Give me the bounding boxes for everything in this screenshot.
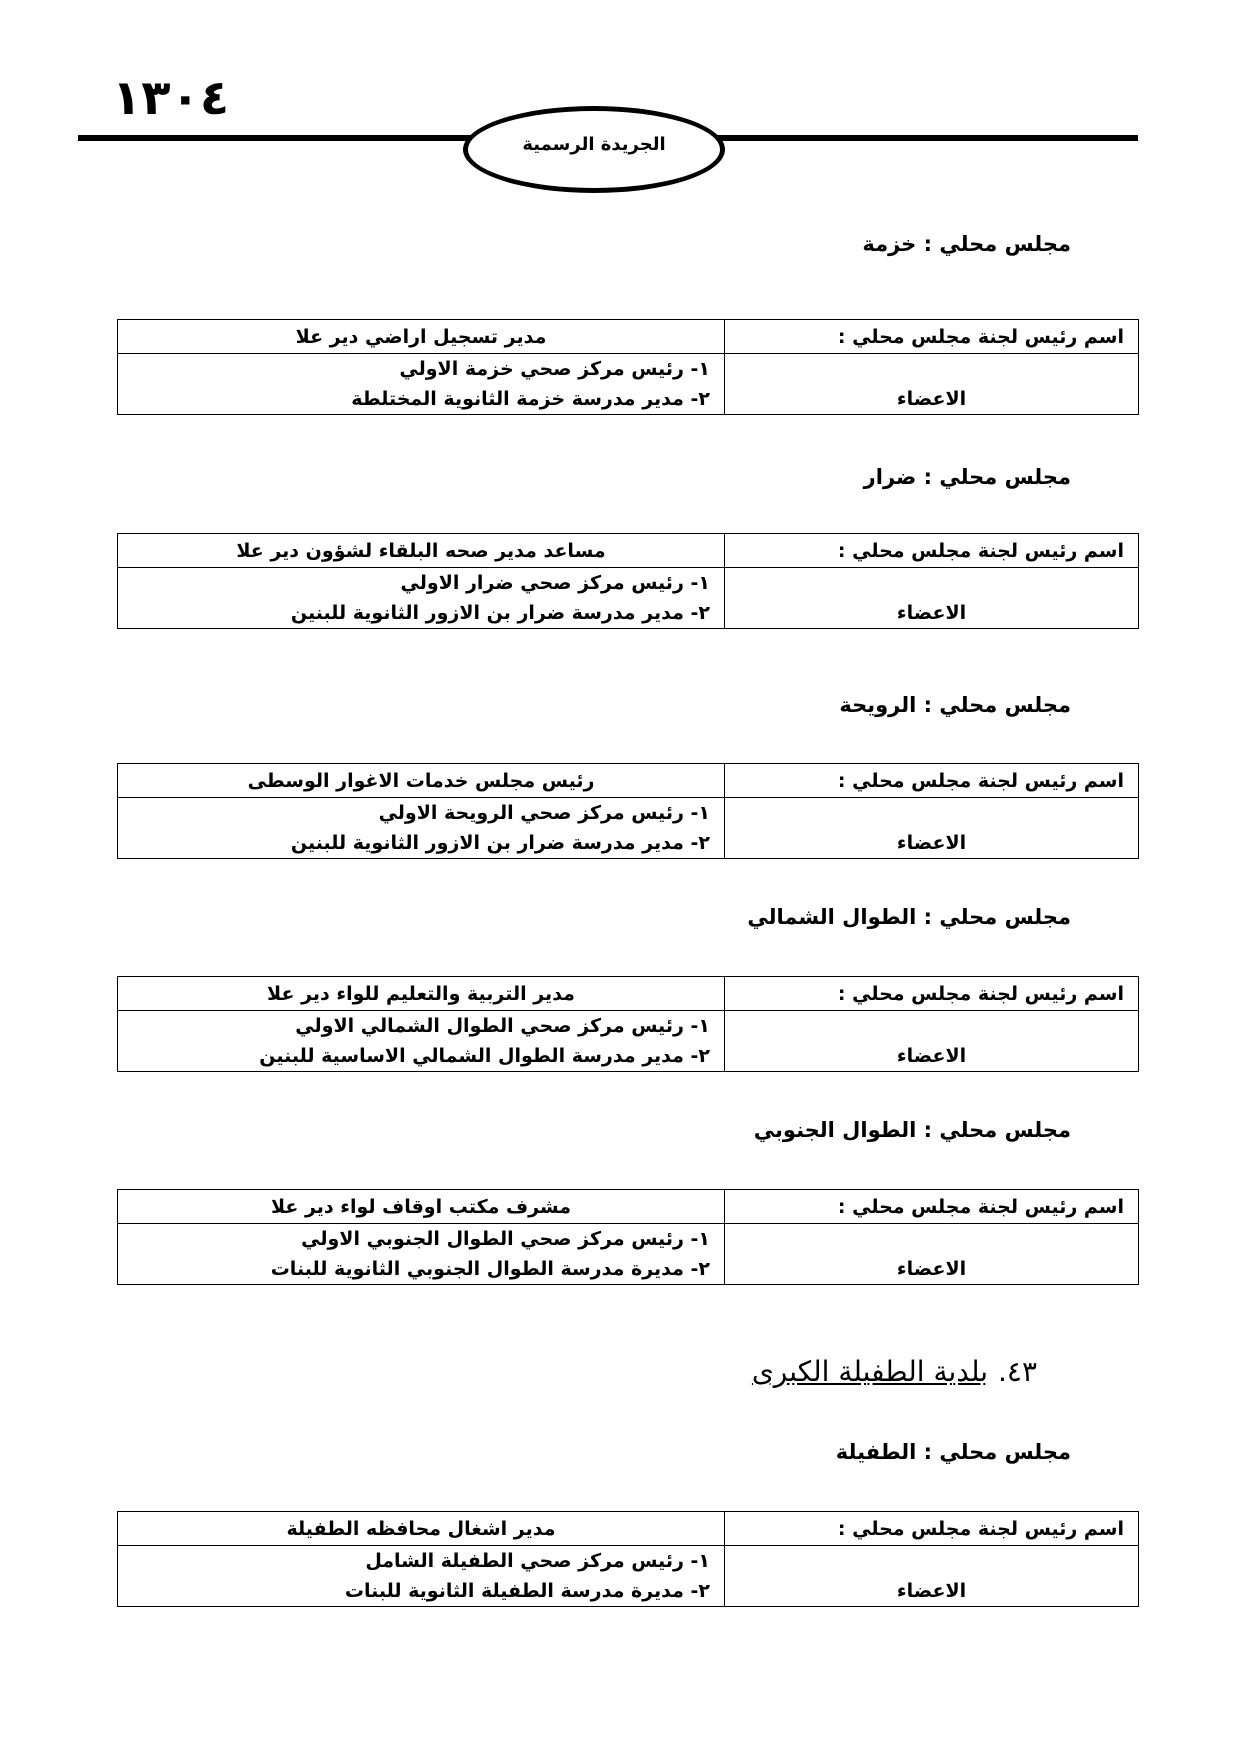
committee-table bbox=[117, 1511, 1139, 1607]
chair-label: اسم رئيس لجنة مجلس محلي : bbox=[725, 977, 1139, 1011]
member-item: ٢- مديرة مدرسة الطوال الجنوبي الثانوية للبنات bbox=[270, 1258, 710, 1280]
member-item: ١- رئيس مركز صحي الطوال الجنوبي الاولي bbox=[301, 1228, 710, 1250]
members-label: الاعضاء bbox=[725, 798, 1139, 859]
section-name: بلدية الطفيلة الكبرى bbox=[751, 1355, 989, 1388]
chair-label: اسم رئيس لجنة مجلس محلي : bbox=[725, 320, 1139, 354]
council-title: مجلس محلي : الرويحة bbox=[839, 693, 1071, 717]
gazette-title-oval bbox=[463, 106, 725, 193]
chair-value: رئيس مجلس خدمات الاغوار الوسطى bbox=[118, 764, 725, 798]
member-item: ١- رئيس مركز صحي خزمة الاولي bbox=[399, 358, 710, 380]
council-title: مجلس محلي : الطوال الجنوبي bbox=[753, 1118, 1071, 1142]
members-label: الاعضاء bbox=[725, 1011, 1139, 1072]
chair-value: مدير تسجيل اراضي دير علا bbox=[118, 320, 725, 354]
chair-label: اسم رئيس لجنة مجلس محلي : bbox=[725, 1512, 1139, 1546]
chair-label: اسم رئيس لجنة مجلس محلي : bbox=[725, 534, 1139, 568]
members-list bbox=[118, 1224, 725, 1285]
chair-value: مدير التربية والتعليم للواء دير علا bbox=[118, 977, 725, 1011]
chair-value: مدير اشغال محافظه الطفيلة bbox=[118, 1512, 725, 1546]
committee-table bbox=[117, 319, 1139, 415]
member-item: ١- رئيس مركز صحي الطفيلة الشامل bbox=[365, 1550, 710, 1572]
members-list bbox=[118, 1546, 725, 1607]
members-label: الاعضاء bbox=[725, 1546, 1139, 1607]
committee-table bbox=[117, 1189, 1139, 1285]
council-title: مجلس محلي : ضرار bbox=[863, 465, 1071, 489]
section-heading bbox=[752, 1355, 1037, 1388]
member-item: ٢- مدير مدرسة ضرار بن الازور الثانوية للبنين bbox=[290, 832, 710, 854]
committee-table bbox=[117, 533, 1139, 629]
committee-table bbox=[117, 976, 1139, 1072]
gazette-title: الجريدة الرسمية bbox=[522, 134, 666, 155]
committee-table bbox=[117, 763, 1139, 859]
page-number: ١٣٠٤ bbox=[112, 70, 230, 126]
member-item: ١- رئيس مركز صحي ضرار الاولي bbox=[400, 572, 710, 594]
chair-label: اسم رئيس لجنة مجلس محلي : bbox=[725, 764, 1139, 798]
member-item: ٢- مدير مدرسة خزمة الثانوية المختلطة bbox=[351, 388, 710, 410]
member-item: ١- رئيس مركز صحي الطوال الشمالي الاولي bbox=[295, 1015, 710, 1037]
members-label: الاعضاء bbox=[725, 354, 1139, 415]
chair-value: مساعد مدير صحه البلقاء لشؤون دير علا bbox=[118, 534, 725, 568]
members-list bbox=[118, 798, 725, 859]
member-item: ٢- مدير مدرسة الطوال الشمالي الاساسية للبنين bbox=[259, 1045, 710, 1067]
council-title: مجلس محلي : الطفيلة bbox=[835, 1440, 1071, 1464]
members-list bbox=[118, 354, 725, 415]
member-item: ٢- مديرة مدرسة الطفيلة الثانوية للبنات bbox=[344, 1580, 710, 1602]
chair-label: اسم رئيس لجنة مجلس محلي : bbox=[725, 1190, 1139, 1224]
member-item: ١- رئيس مركز صحي الرويحة الاولي bbox=[378, 802, 710, 824]
council-title: مجلس محلي : خزمة bbox=[862, 232, 1071, 256]
section-number: ٤٣. bbox=[998, 1355, 1037, 1388]
chair-value: مشرف مكتب اوقاف لواء دير علا bbox=[118, 1190, 725, 1224]
member-item: ٢- مدير مدرسة ضرار بن الازور الثانوية للبنين bbox=[290, 602, 710, 624]
members-label: الاعضاء bbox=[725, 568, 1139, 629]
members-label: الاعضاء bbox=[725, 1224, 1139, 1285]
members-list bbox=[118, 568, 725, 629]
members-list bbox=[118, 1011, 725, 1072]
council-title: مجلس محلي : الطوال الشمالي bbox=[747, 905, 1071, 929]
